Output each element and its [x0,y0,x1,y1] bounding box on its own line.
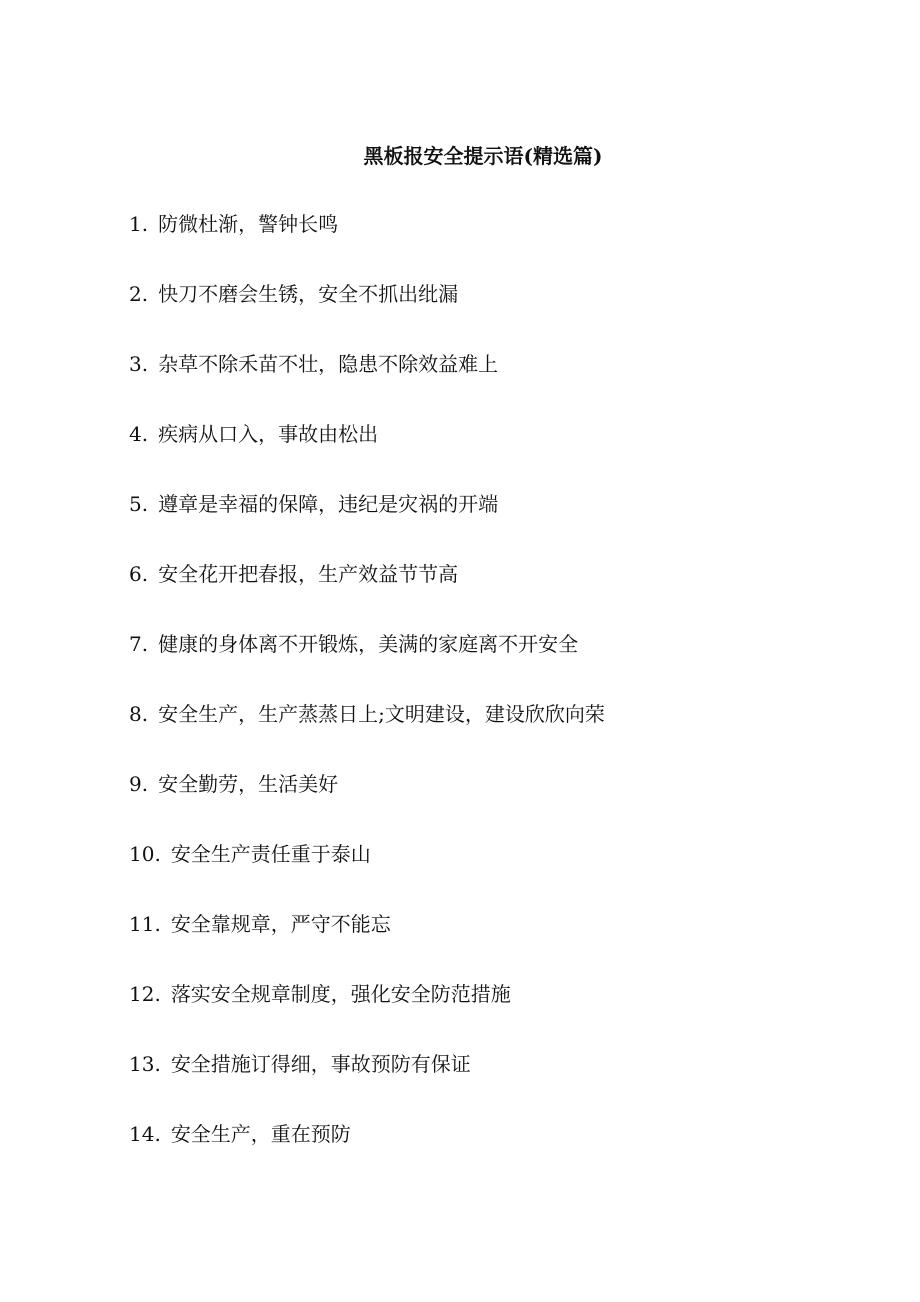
list-item [129,629,605,699]
item-number: 7. [129,632,149,656]
item-number: 3. [129,352,149,376]
document-title: 黑板报安全提示语(精选篇) [363,144,603,168]
list-item [129,839,605,909]
item-text: 安全靠规章，严守不能忘 [170,912,391,936]
item-text: 遵章是幸福的保障，违纪是灾祸的开端 [158,492,499,516]
list-item [129,559,605,629]
item-text: 快刀不磨会生锈，安全不抓出纰漏 [158,282,459,306]
item-number: 11. [129,912,161,936]
item-number: 10. [129,842,161,866]
item-number: 4. [129,422,149,446]
list-item [129,979,605,1049]
item-number: 5. [129,492,149,516]
list-item [129,279,605,349]
list-item [129,489,605,559]
item-text: 健康的身体离不开锻炼，美满的家庭离不开安全 [158,632,579,656]
list-item [129,419,605,489]
list-item [129,699,605,769]
item-text: 防微杜渐，警钟长鸣 [158,212,339,236]
item-text: 杂草不除禾苗不壮，隐患不除效益难上 [158,352,499,376]
item-text: 安全生产，重在预防 [170,1122,351,1146]
list-item [129,209,605,279]
item-text: 安全生产责任重于泰山 [170,842,371,866]
slogan-list [129,209,605,1189]
list-item [129,1119,605,1189]
item-number: 12. [129,982,161,1006]
item-text: 疾病从口入，事故由松出 [158,422,379,446]
item-number: 1. [129,212,149,236]
item-number: 6. [129,562,149,586]
list-item [129,349,605,419]
list-item [129,909,605,979]
item-number: 13. [129,1052,161,1076]
list-item [129,1049,605,1119]
item-text: 安全生产，生产蒸蒸日上;文明建设，建设欣欣向荣 [158,702,605,726]
item-text: 安全花开把春报，生产效益节节高 [158,562,459,586]
list-item [129,769,605,839]
item-number: 9. [129,772,149,796]
item-text: 落实安全规章制度，强化安全防范措施 [170,982,511,1006]
item-number: 14. [129,1122,161,1146]
item-text: 安全勤劳，生活美好 [158,772,339,796]
item-number: 8. [129,702,149,726]
item-text: 安全措施订得细，事故预防有保证 [170,1052,471,1076]
item-number: 2. [129,282,149,306]
